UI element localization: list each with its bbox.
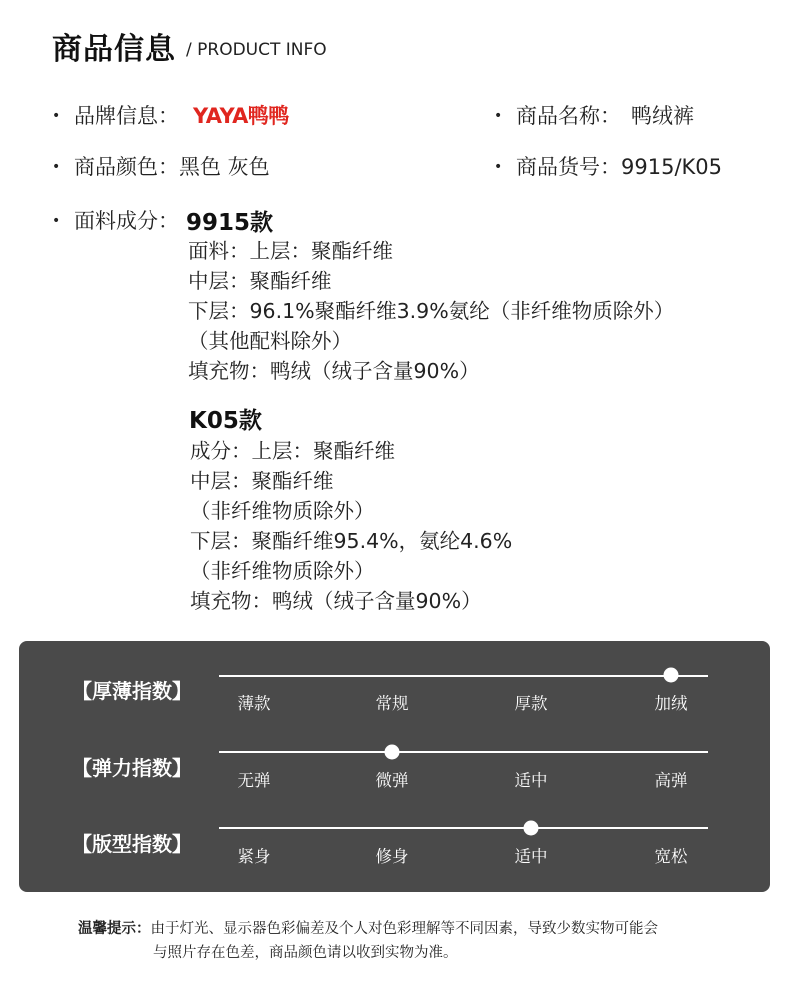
sku-label: 商品货号： (516, 155, 621, 179)
elasticity-option: 微弹 (375, 771, 409, 790)
color-value: 黑色 灰色 (179, 155, 270, 179)
model-b-composition (190, 436, 512, 616)
fit-option: 修身 (375, 847, 409, 866)
composition-line: （非纤维物质除外） (190, 559, 375, 583)
info-fabric-row (52, 205, 179, 235)
composition-line: 中层：聚酯纤维 (188, 269, 332, 293)
composition-line: 中层：聚酯纤维 (190, 469, 334, 493)
sku-value: 9915/K05 (621, 155, 723, 179)
bullet-icon (52, 209, 74, 233)
info-color-row (52, 151, 270, 181)
fit-option: 紧身 (237, 847, 271, 866)
page-title: 商品信息 (52, 32, 176, 67)
bullet-icon (52, 104, 74, 128)
footer-line-1 (78, 917, 658, 938)
elasticity-knob (385, 745, 400, 760)
name-label: 商品名称： (516, 104, 621, 128)
color-label: 商品颜色： (74, 155, 179, 179)
elasticity-option: 高弹 (654, 771, 688, 790)
composition-line: 填充物：鸭绒（绒子含量90%） (190, 589, 482, 613)
thickness-option: 薄款 (237, 694, 271, 713)
thickness-option: 厚款 (514, 694, 548, 713)
model-a-title: 9915款 (186, 210, 274, 236)
page-subtitle: / PRODUCT INFO (186, 40, 327, 60)
elasticity-track (219, 751, 708, 753)
composition-line: （非纤维物质除外） (190, 499, 375, 523)
thickness-track (219, 675, 708, 677)
elasticity-index-label: 【弹力指数】 (72, 756, 192, 780)
composition-line: 下层：聚酯纤维95.4%，氨纶4.6% (190, 529, 513, 553)
thickness-option: 常规 (375, 694, 409, 713)
composition-line: 面料：上层：聚酯纤维 (188, 239, 393, 263)
info-brand-row (52, 100, 289, 130)
fabric-label: 面料成分： (74, 209, 179, 233)
composition-line: （其他配料除外） (188, 329, 352, 353)
model-a-composition (188, 236, 674, 386)
bullet-icon (494, 104, 516, 128)
name-value: 鸭绒裤 (631, 104, 694, 128)
composition-line: 成分：上层：聚酯纤维 (190, 439, 395, 463)
thickness-option: 加绒 (654, 694, 688, 713)
fit-knob (524, 821, 539, 836)
brand-label: 品牌信息： (74, 104, 179, 128)
fit-option: 适中 (514, 847, 548, 866)
thickness-index-label: 【厚薄指数】 (72, 679, 192, 703)
info-name-row (494, 100, 694, 130)
elasticity-option: 无弹 (237, 771, 271, 790)
info-sku-row (494, 151, 722, 181)
thickness-knob (664, 668, 679, 683)
elasticity-option: 适中 (514, 771, 548, 790)
fit-track (219, 827, 708, 829)
brand-logo-text: YAYA鸭鸭 (193, 104, 289, 128)
footer-text-1: 由于灯光、显示器色彩偏差及个人对色彩理解等不同因素，导致少数实物可能会 (150, 921, 658, 937)
footer-prefix: 温馨提示： (78, 921, 151, 937)
composition-line: 下层：96.1%聚酯纤维3.9%氨纶（非纤维物质除外） (188, 299, 675, 323)
bullet-icon (52, 155, 74, 179)
footer-text-2: 与照片存在色差，商品颜色请以收到实物为准。 (153, 945, 458, 961)
model-b-title: K05款 (189, 408, 262, 434)
fit-index-label: 【版型指数】 (72, 832, 192, 856)
bullet-icon (494, 155, 516, 179)
fit-option: 宽松 (654, 847, 688, 866)
composition-line: 填充物：鸭绒（绒子含量90%） (188, 359, 480, 383)
